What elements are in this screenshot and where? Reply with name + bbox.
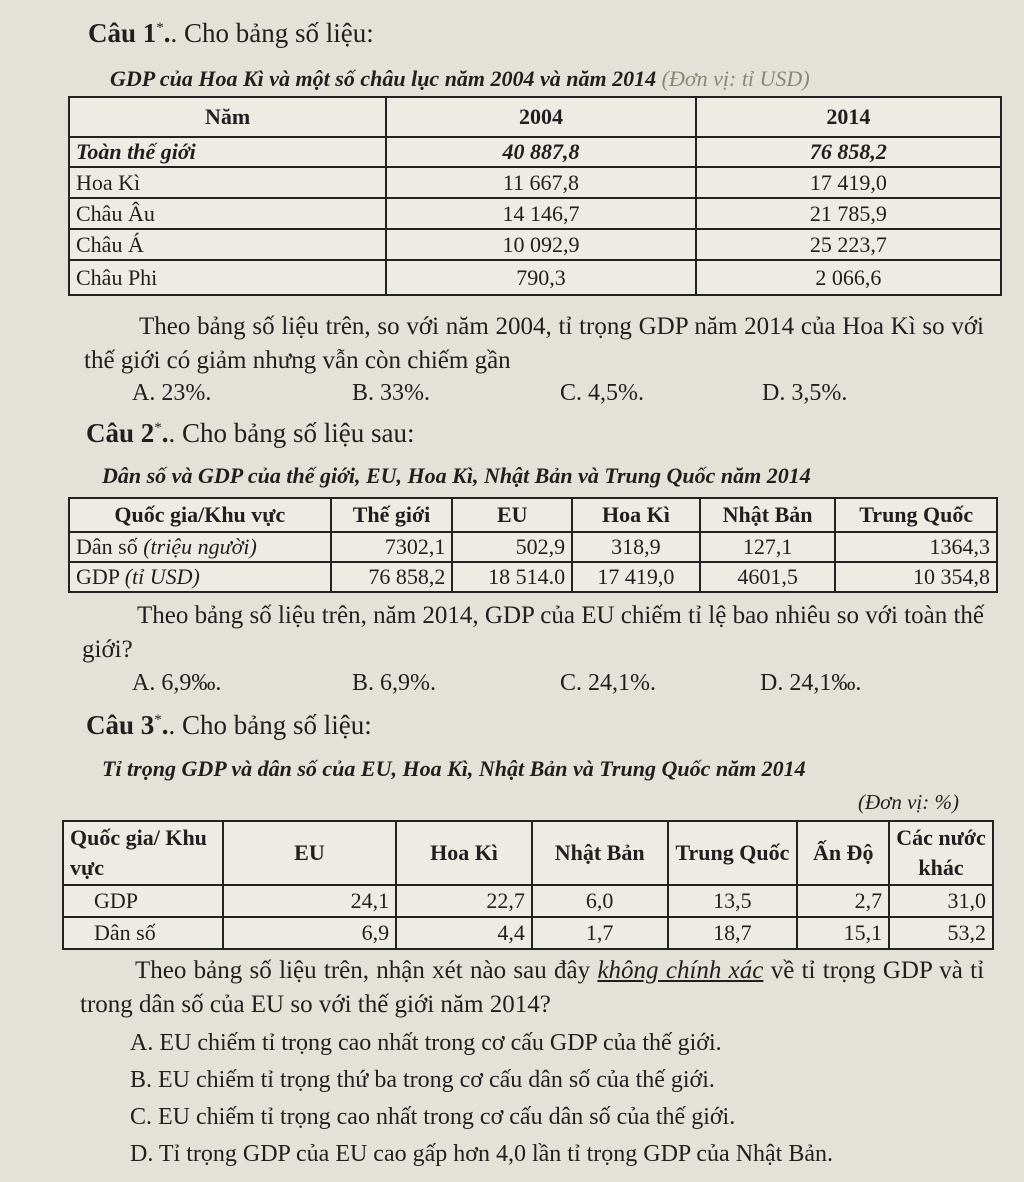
q2-header-china: Trung Quốc	[835, 498, 997, 532]
q1-caption	[110, 66, 810, 92]
q1-cell-2014: 17 419,0	[696, 167, 1001, 198]
q3-cell: 31,0	[889, 885, 993, 917]
q1-row-name: Hoa Kì	[69, 167, 386, 198]
table-row	[69, 229, 1001, 260]
q1-header-2014: 2014	[696, 97, 1001, 137]
q2-star: *	[154, 420, 162, 436]
q3-label: Câu 3	[86, 710, 155, 740]
q2-question: Theo bảng số liệu trên, năm 2014, GDP của EU chiếm tỉ lệ bao nhiêu so với toàn thế giới?	[82, 602, 984, 663]
table-row	[63, 917, 993, 949]
q3-question-post: về tỉ trọng GDP và tỉ trong dân số của EU so với thế giới năm 2014?	[80, 957, 985, 1018]
q1-option-a[interactable]: A. 23%.	[132, 380, 212, 406]
q2-option-a[interactable]: A. 6,9‰.	[132, 670, 222, 696]
q2-row-name: Dân số	[76, 534, 138, 560]
q3-cell: 24,1	[223, 885, 397, 917]
q2-header-usa: Hoa Kì	[572, 498, 700, 532]
q2-cell: 318,9	[572, 532, 700, 562]
q2-caption: Dân số và GDP của thế giới, EU, Hoa Kì, Nhật Bản và Trung Quốc năm 2014	[102, 463, 811, 488]
q2-cell: 18 514.0	[452, 562, 572, 592]
q2-header-eu: EU	[452, 498, 572, 532]
q2-row-name: GDP	[76, 564, 120, 590]
q2-header-row	[69, 498, 997, 532]
q2-intro: . Cho bảng số liệu sau:	[168, 418, 415, 448]
q1-cell-2004: 790,3	[386, 260, 695, 295]
q1-cell-2004: 11 667,8	[386, 167, 695, 198]
q2-cell: 502,9	[452, 532, 572, 562]
q3-question-negation: không chính xác	[597, 957, 764, 984]
q1-cell-2014: 21 785,9	[696, 198, 1001, 229]
q1-cell-2004: 40 887,8	[386, 137, 695, 167]
q3-answer-d[interactable]: D. Tỉ trọng GDP của EU cao gấp hơn 4,0 lần tỉ trọng GDP của Nhật Bản.	[130, 1141, 834, 1167]
q2-cell: 17 419,0	[572, 562, 700, 592]
table-row	[69, 562, 997, 592]
q3-row-name: Dân số	[63, 917, 223, 949]
q3-header-region: Quốc gia/ Khu vực	[63, 821, 223, 885]
q3-cell: 22,7	[396, 885, 532, 917]
q3-row-name: GDP	[63, 885, 223, 917]
q3-cell: 53,2	[889, 917, 993, 949]
q1-cell-2004: 10 092,9	[386, 229, 695, 260]
q2-header-world: Thế giới	[331, 498, 453, 532]
q3-header-usa: Hoa Kì	[396, 821, 532, 885]
q2-cell: 127,1	[700, 532, 836, 562]
q1-unit: (Đơn vị: tỉ USD)	[661, 66, 810, 91]
table-row	[69, 260, 1001, 295]
table-row	[63, 885, 993, 917]
q3-question	[80, 954, 984, 1022]
q3-cell: 4,4	[396, 917, 532, 949]
q3-answer-b[interactable]: B. EU chiếm tỉ trọng thứ ba trong cơ cấu dân số của thế giới.	[130, 1067, 715, 1093]
q1-cell-2014: 76 858,2	[696, 137, 1001, 167]
q3-header-row	[63, 821, 993, 885]
q1-row-name: Toàn thế giới	[69, 137, 386, 167]
q2-label: Câu 2	[86, 418, 155, 448]
q3-cell: 18,7	[668, 917, 798, 949]
q2-cell: 4601,5	[700, 562, 836, 592]
q3-header-japan: Nhật Bản	[532, 821, 668, 885]
q1-intro: . Cho bảng số liệu:	[170, 18, 374, 48]
q3-answer-c[interactable]: C. EU chiếm tỉ trọng cao nhất trong cơ cấu dân số của thế giới.	[130, 1104, 736, 1130]
table-row	[69, 137, 1001, 167]
q1-cell-2014: 25 223,7	[696, 229, 1001, 260]
q2-option-b[interactable]: B. 6,9%.	[352, 670, 436, 696]
q2-option-d[interactable]: D. 24,1‰.	[760, 670, 862, 696]
q1-cell-2014: 2 066,6	[696, 260, 1001, 295]
q3-table	[62, 820, 994, 950]
q3-caption: Tỉ trọng GDP và dân số của EU, Hoa Kì, Nhật Bản và Trung Quốc năm 2014	[102, 756, 806, 781]
q1-header-2004: 2004	[386, 97, 695, 137]
q1-row-name: Châu Phi	[69, 260, 386, 295]
q3-cell: 6,9	[223, 917, 397, 949]
q1-row-name: Châu Á	[69, 229, 386, 260]
q2-table	[68, 497, 998, 593]
q1-header-row	[69, 97, 1001, 137]
q3-header-china: Trung Quốc	[668, 821, 798, 885]
table-row	[69, 532, 997, 562]
q1-option-c[interactable]: C. 4,5%.	[560, 380, 644, 406]
q3-cell: 6,0	[532, 885, 668, 917]
q3-cell: 2,7	[797, 885, 889, 917]
q3-star: *	[154, 712, 162, 728]
q3-cell: 13,5	[668, 885, 798, 917]
q2-heading: Câu 2*.. Cho bảng số liệu sau:	[86, 418, 415, 448]
q3-question-pre: Theo bảng số liệu trên, nhận xét nào sau đây	[135, 957, 591, 984]
q1-header-year: Năm	[69, 97, 386, 137]
q1-cell-2004: 14 146,7	[386, 198, 695, 229]
q2-cell: 7302,1	[331, 532, 453, 562]
q3-answer-a[interactable]: A. EU chiếm tỉ trọng cao nhất trong cơ cấu GDP của thế giới.	[130, 1030, 722, 1056]
q2-row-unit: (tỉ USD)	[124, 564, 200, 590]
q3-header-others: Các nước khác	[889, 821, 993, 885]
q1-option-d[interactable]: D. 3,5%.	[762, 380, 848, 406]
q2-header-japan: Nhật Bản	[700, 498, 836, 532]
q3-unit: (Đơn vị: %)	[858, 790, 960, 814]
q2-cell: 10 354,8	[835, 562, 997, 592]
q1-question: Theo bảng số liệu trên, so với năm 2004, tỉ trọng GDP năm 2014 của Hoa Kì so với thế giới có giảm nhưng vẫn còn chiếm gần	[84, 313, 984, 374]
q2-header-region: Quốc gia/Khu vực	[69, 498, 331, 532]
q1-option-b[interactable]: B. 33%.	[352, 380, 430, 406]
q1-label: Câu 1	[88, 18, 157, 48]
q2-row-label	[69, 532, 331, 562]
q2-cell: 1364,3	[835, 532, 997, 562]
table-row	[69, 198, 1001, 229]
q3-header-eu: EU	[223, 821, 397, 885]
q2-cell: 76 858,2	[331, 562, 453, 592]
q3-intro: . Cho bảng số liệu:	[168, 710, 372, 740]
q1-table	[68, 96, 1002, 296]
q1-caption-text: GDP của Hoa Kì và một số châu lục năm 2004 và năm 2014	[110, 66, 657, 91]
q3-cell: 1,7	[532, 917, 668, 949]
q1-star: *	[156, 20, 164, 36]
table-row	[69, 167, 1001, 198]
q3-heading: Câu 3*.. Cho bảng số liệu:	[86, 710, 372, 740]
q1-row-name: Châu Âu	[69, 198, 386, 229]
q2-option-c[interactable]: C. 24,1%.	[560, 670, 656, 696]
q1-heading: Câu 1*.. Cho bảng số liệu:	[88, 18, 374, 48]
q3-header-india: Ấn Độ	[797, 821, 889, 885]
q3-cell: 15,1	[797, 917, 889, 949]
q2-row-unit: (triệu người)	[143, 534, 257, 560]
q2-row-label	[69, 562, 331, 592]
